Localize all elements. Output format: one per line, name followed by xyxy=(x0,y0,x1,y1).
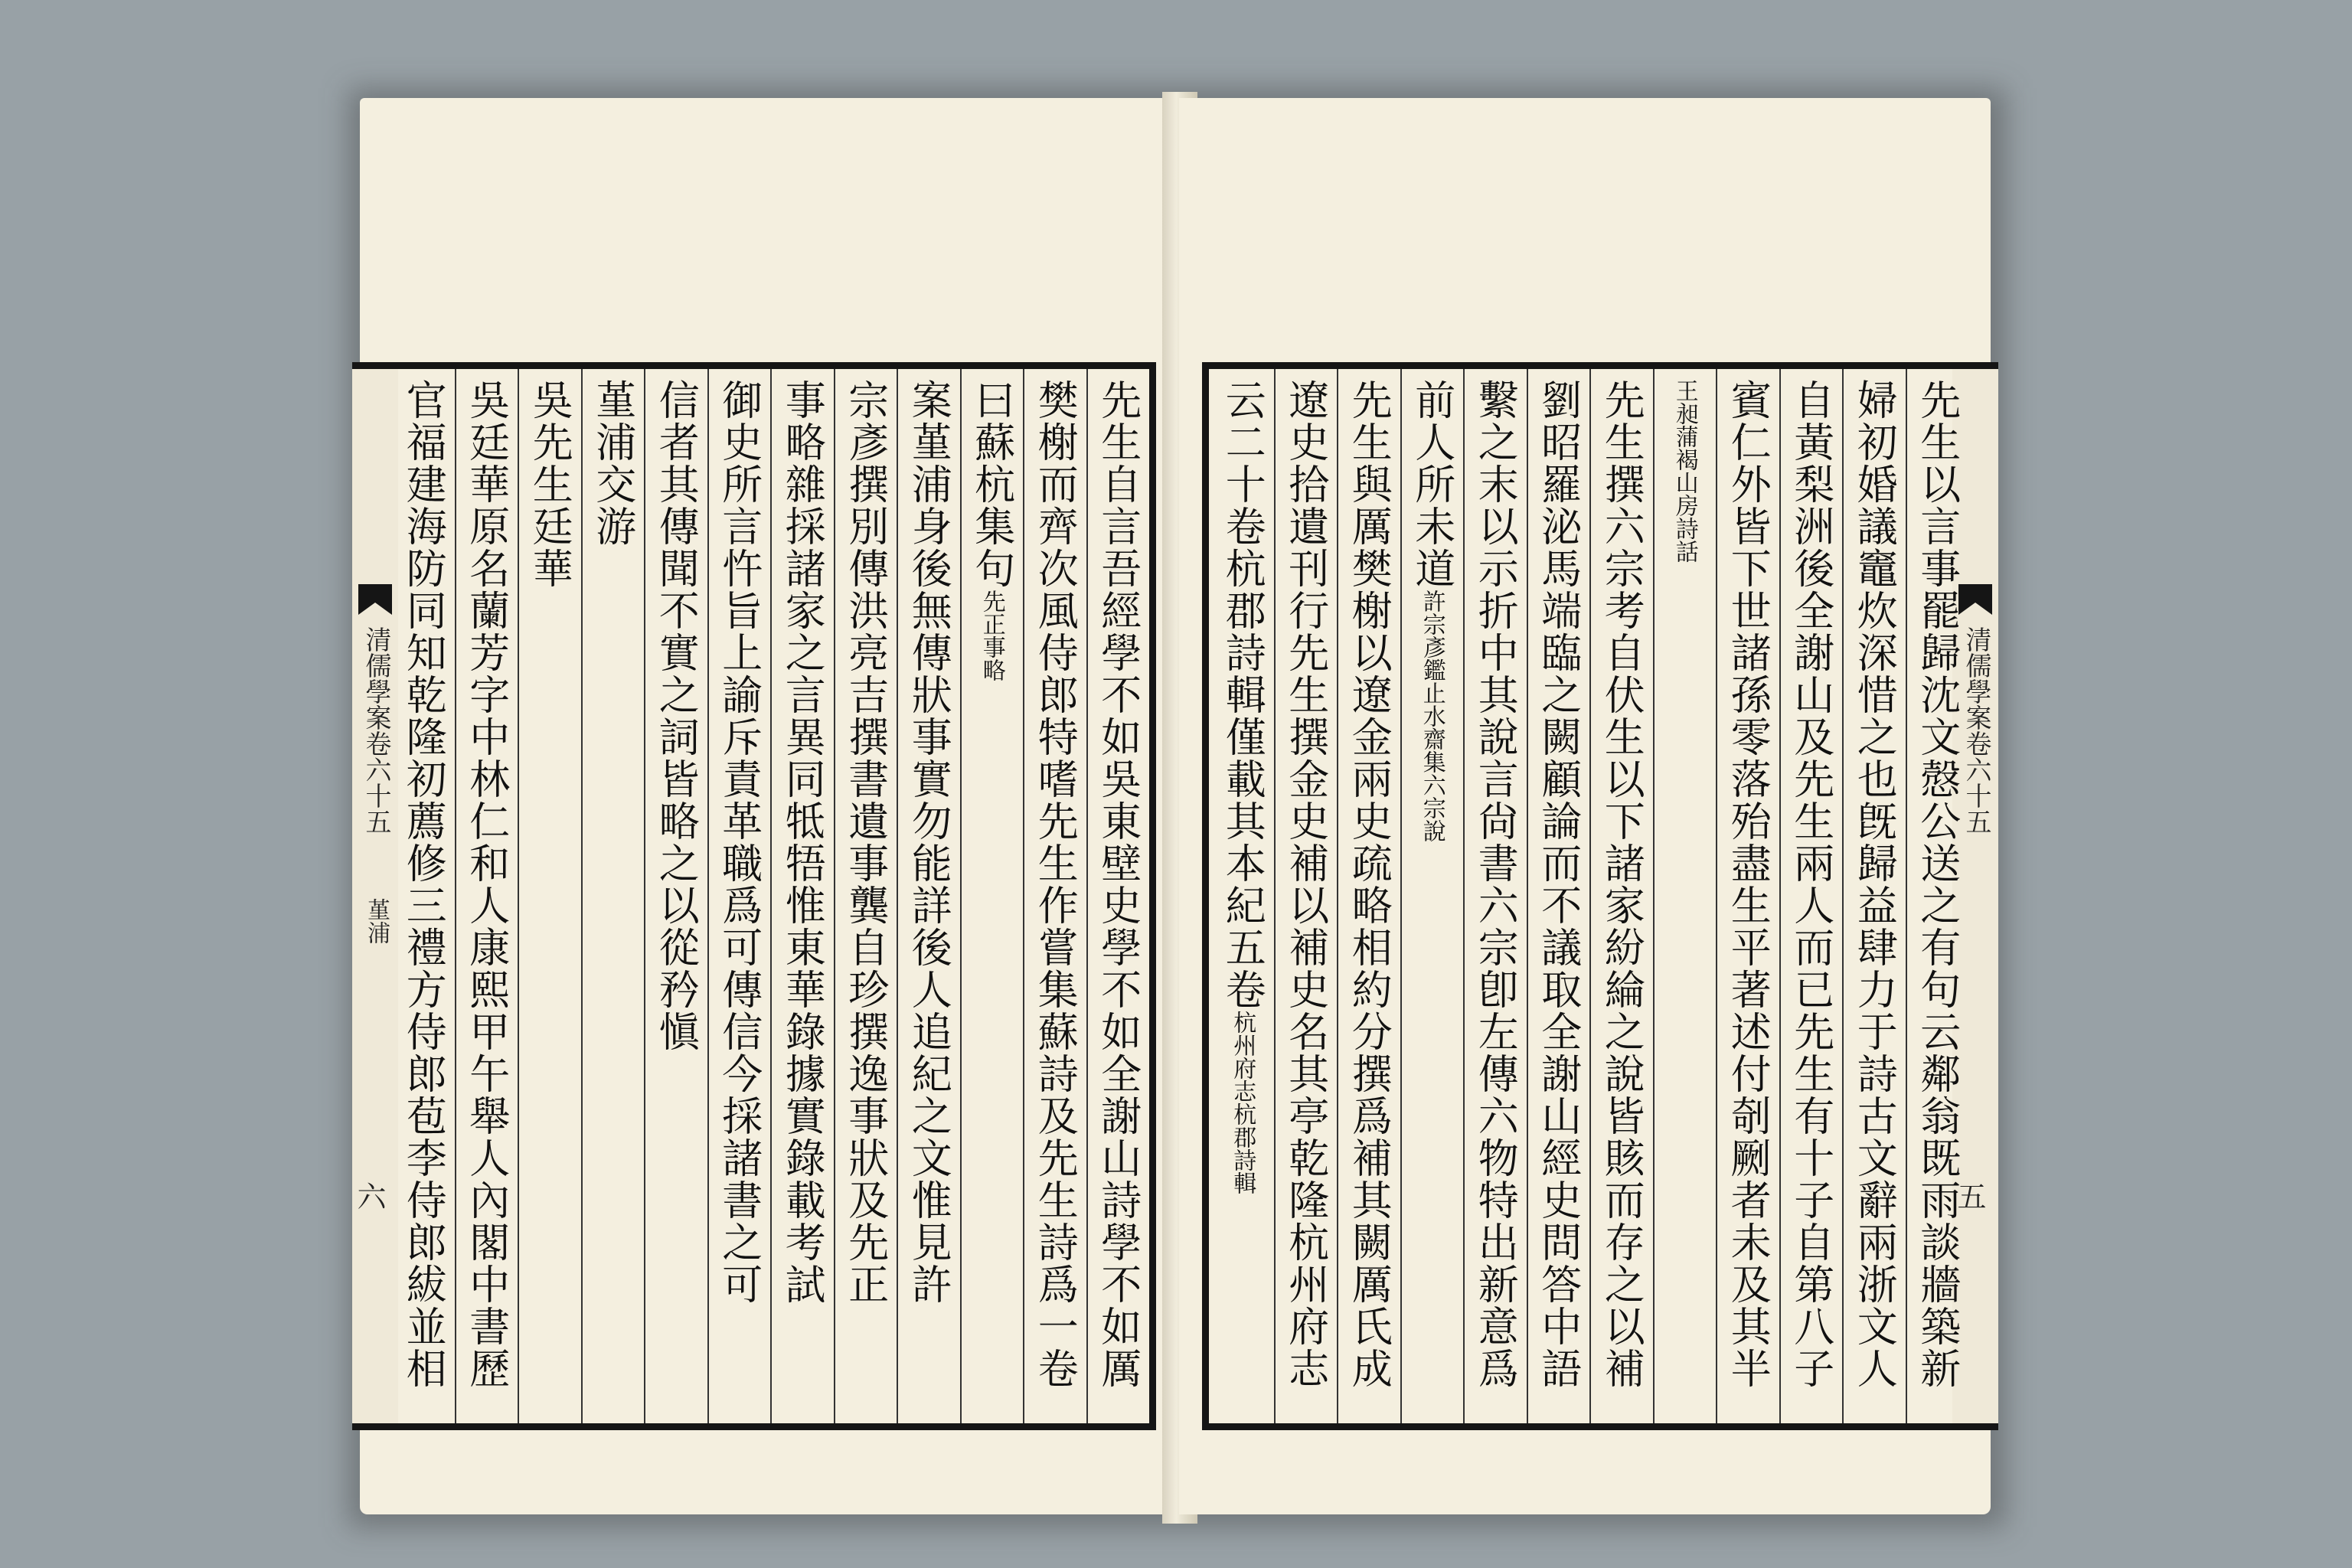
column-text: 劉昭羅泌馬端臨之闕顧論而不議取全謝山經史問答中語 xyxy=(1534,379,1582,1390)
text-column xyxy=(715,379,763,1413)
text-column xyxy=(1789,379,1832,1413)
column-rule xyxy=(960,369,962,1423)
column-text: 自黃梨洲後全謝山及先生兩人而已先生有十子自第八子 xyxy=(1787,379,1834,1390)
column-text: 先生與厲樊榭以遼金兩史疏略相約分撰爲補其闕厲氏成 xyxy=(1345,379,1393,1390)
column-rule xyxy=(1527,369,1528,1423)
column-text: 官福建海防同知乾隆初薦修三禮方侍郎苞李侍郎紱並相 xyxy=(400,379,447,1390)
left-running-title: 清儒學案卷六十五 xyxy=(361,626,391,835)
annotation-note: 杭州府志杭郡詩輯 xyxy=(1229,1011,1256,1194)
column-rule xyxy=(707,369,709,1423)
column-rule xyxy=(1842,369,1844,1423)
column-rule xyxy=(1023,369,1024,1423)
annotation-note: 先正事略 xyxy=(978,590,1005,681)
text-column xyxy=(779,379,826,1413)
column-text: 吳先生廷華 xyxy=(526,379,573,590)
text-column xyxy=(841,379,889,1413)
column-text: 賓仁外皆下世諸孫零落殆盡生平著述付剞劂者未及其半 xyxy=(1724,379,1772,1390)
left-leaf-number: 六 xyxy=(352,1181,386,1210)
column-text: 曰蘇杭集句 xyxy=(968,379,1015,590)
text-column xyxy=(526,379,573,1413)
column-text: 信者其傳聞不實之詞皆略之以從矜愼 xyxy=(652,379,700,1053)
text-column xyxy=(1284,379,1327,1413)
text-column xyxy=(1094,379,1142,1413)
column-text: 御史所言忤旨上諭斥責革職爲可傳信今採諸書之可 xyxy=(715,379,763,1305)
right-running-title: 清儒學案卷六十五 xyxy=(1961,626,1991,835)
column-text: 案堇浦身後無傳狀事實勿能詳後人追紀之文惟見許 xyxy=(905,379,952,1305)
text-column xyxy=(462,379,510,1413)
text-column xyxy=(970,379,1013,1413)
column-rule xyxy=(1589,369,1591,1423)
column-rule xyxy=(1337,369,1338,1423)
column-text: 先生以言事罷歸沈文慤公送之有句云鄰翁既雨談牆築新 xyxy=(1913,379,1961,1390)
column-rule xyxy=(1716,369,1717,1423)
text-column xyxy=(1031,379,1079,1413)
column-text: 遼史拾遺刊行先生撰金史補以補史名其亭乾隆杭州府志 xyxy=(1282,379,1329,1390)
text-column xyxy=(1472,379,1519,1413)
column-rule xyxy=(1653,369,1655,1423)
column-text: 事略雜採諸家之言異同牴牾惟東華錄據實錄載考試 xyxy=(779,379,826,1305)
column-text: 宗彥撰別傳洪亮吉撰書遺事龔自珍撰逸事狀及先正 xyxy=(841,379,889,1305)
column-rule xyxy=(1274,369,1276,1423)
column-text: 前人所未道 xyxy=(1408,379,1455,590)
right-leaf-number: 五 xyxy=(1952,1181,1986,1210)
left-fold-margin xyxy=(352,362,398,1430)
text-column xyxy=(1534,379,1582,1413)
text-column xyxy=(1598,379,1645,1413)
column-text: 云二十卷杭郡詩輯僅載其本紀五卷 xyxy=(1219,379,1266,1011)
column-text: 婦初婚議竈炊深惜之也旣歸益肆力于詩古文辭兩浙文人 xyxy=(1851,379,1898,1390)
fishtail-mark-icon xyxy=(1958,584,1992,615)
column-rule xyxy=(1086,369,1088,1423)
column-text: 樊榭而齊次風侍郎特嗜先生作嘗集蘇詩及先生詩爲一卷 xyxy=(1031,379,1079,1390)
text-column xyxy=(905,379,952,1413)
fishtail-mark-icon xyxy=(358,584,392,615)
column-rule xyxy=(1400,369,1402,1423)
column-rule xyxy=(644,369,645,1423)
column-rule xyxy=(581,369,583,1423)
text-column xyxy=(1913,379,1961,1413)
text-column xyxy=(1851,379,1898,1413)
text-column xyxy=(1663,379,1706,1413)
column-rule xyxy=(834,369,835,1423)
column-text: 堇浦交游 xyxy=(589,379,636,547)
column-rule xyxy=(770,369,772,1423)
text-column xyxy=(1345,379,1393,1413)
text-column xyxy=(1219,379,1266,1413)
column-rule xyxy=(1463,369,1465,1423)
text-column xyxy=(400,379,447,1413)
column-rule xyxy=(518,369,519,1423)
column-rule xyxy=(1906,369,1907,1423)
text-column xyxy=(1724,379,1772,1413)
text-column xyxy=(1410,379,1453,1413)
text-column xyxy=(591,379,634,1413)
column-text: 先生自言吾經學不如吳東壁史學不如全謝山詩學不如厲 xyxy=(1094,379,1142,1390)
annotation-note: 王昶蒲褐山房詩話 xyxy=(1671,379,1698,563)
column-rule xyxy=(897,369,898,1423)
column-text: 先生撰六宗考自伏生以下諸家紛綸之說皆賅而存之以補 xyxy=(1598,379,1645,1390)
column-rule xyxy=(455,369,456,1423)
column-rule xyxy=(1779,369,1781,1423)
column-text: 吳廷華原名蘭芳字中林仁和人康熙甲午舉人內閣中書歷 xyxy=(462,379,510,1390)
annotation-note: 許宗彥鑑止水齋集六宗說 xyxy=(1418,590,1446,842)
column-text: 繫之末以示折中其說言尙書六宗卽左傳六物特出新意爲 xyxy=(1472,379,1519,1390)
left-section-name: 堇浦 xyxy=(363,898,390,944)
text-column xyxy=(652,379,700,1413)
right-page xyxy=(1179,98,1991,1514)
left-page xyxy=(352,98,1171,1514)
